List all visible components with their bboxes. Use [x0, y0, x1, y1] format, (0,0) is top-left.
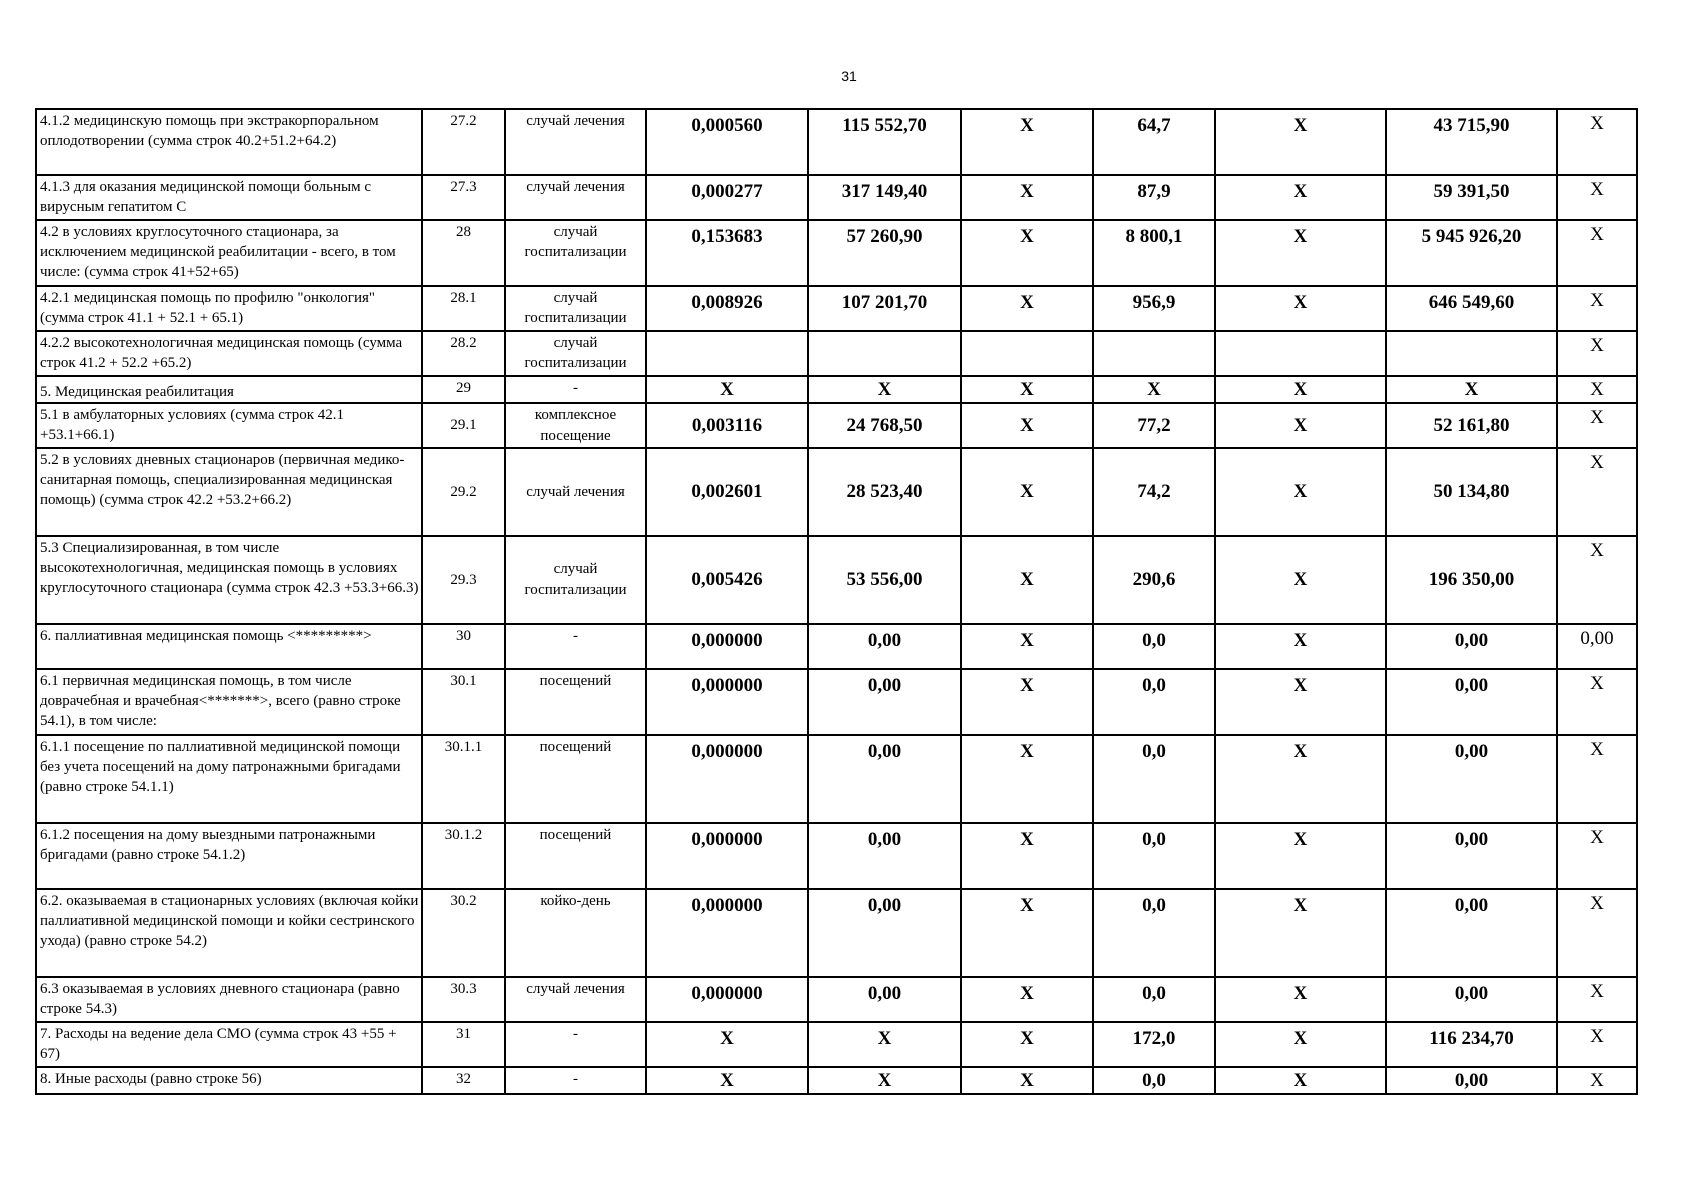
row-unit: случай лечения [505, 109, 646, 175]
cell-sum-oms: 0,00 [1386, 823, 1557, 889]
cell-per-capita-budget: Х [961, 735, 1093, 823]
row-code: 31 [422, 1022, 505, 1067]
row-unit: случай госпитализации [505, 536, 646, 624]
row-name: 4.2.1 медицинская помощь по профилю "онкология" (сумма строк 41.1 + 52.1 + 65.1) [36, 286, 422, 331]
cell-cost: 0,00 [808, 977, 961, 1022]
row-name: 5.3 Специализированная, в том числе высокотехнологичная, медицинская помощь в условиях круглосуточного стационара (сумма строк 42.3 +53.3+66.3) [36, 536, 422, 624]
table-row [36, 1022, 1637, 1067]
table-row [36, 286, 1637, 331]
cell-cost: 107 201,70 [808, 286, 961, 331]
cell-per-capita-oms: 64,7 [1093, 109, 1215, 175]
cell-per-capita-oms: 77,2 [1093, 403, 1215, 448]
cell-per-capita-oms: 0,0 [1093, 669, 1215, 735]
cell-cost: Х [808, 376, 961, 403]
cell-per-capita-oms: 290,6 [1093, 536, 1215, 624]
row-name: 4.1.2 медицинскую помощь при экстракорпоральном оплодотворении (сумма строк 40.2+51.2+64.2) [36, 109, 422, 175]
cell-normative: 0,000560 [646, 109, 808, 175]
row-code: 29.2 [422, 448, 505, 536]
cell-cost [808, 331, 961, 376]
cell-sum-oms: 0,00 [1386, 624, 1557, 669]
row-unit: случай лечения [505, 175, 646, 220]
row-code: 28.1 [422, 286, 505, 331]
row-unit: - [505, 1067, 646, 1094]
cell-normative: 0,008926 [646, 286, 808, 331]
table-body [36, 109, 1637, 1094]
cell-per-capita-budget: Х [961, 889, 1093, 977]
table-row [36, 109, 1637, 175]
cell-normative: 0,003116 [646, 403, 808, 448]
cell-sum-budget: Х [1215, 1022, 1386, 1067]
cell-sum-budget: Х [1215, 448, 1386, 536]
cell-cost: Х [808, 1022, 961, 1067]
cell-normative: Х [646, 1022, 808, 1067]
cell-percent: 0,00 [1557, 624, 1637, 669]
row-code: 28.2 [422, 331, 505, 376]
cell-sum-oms: 196 350,00 [1386, 536, 1557, 624]
table-row [36, 536, 1637, 624]
cell-cost: 115 552,70 [808, 109, 961, 175]
page-number: 31 [841, 68, 857, 84]
cell-normative: 0,000000 [646, 669, 808, 735]
row-code: 32 [422, 1067, 505, 1094]
row-unit: случай лечения [505, 977, 646, 1022]
row-name: 6. паллиативная медицинская помощь <*********> [36, 624, 422, 669]
row-unit: - [505, 1022, 646, 1067]
cell-cost: 0,00 [808, 669, 961, 735]
cell-normative: 0,000000 [646, 823, 808, 889]
cell-percent: Х [1557, 403, 1637, 448]
cell-sum-budget: Х [1215, 175, 1386, 220]
cell-cost: 53 556,00 [808, 536, 961, 624]
cell-per-capita-budget: Х [961, 403, 1093, 448]
cell-sum-oms: 116 234,70 [1386, 1022, 1557, 1067]
table-row [36, 624, 1637, 669]
row-unit: случай лечения [505, 448, 646, 536]
row-name: 4.2 в условиях круглосуточного стационара, за исключением медицинской реабилитации - всего, в том числе: (сумма строк 41+52+65) [36, 220, 422, 286]
row-name: 4.2.2 высокотехнологичная медицинская помощь (сумма строк 41.2 + 52.2 +65.2) [36, 331, 422, 376]
cell-per-capita-oms: 0,0 [1093, 889, 1215, 977]
cell-sum-oms: 50 134,80 [1386, 448, 1557, 536]
table-row [36, 735, 1637, 823]
cell-sum-budget: Х [1215, 735, 1386, 823]
table-row [36, 448, 1637, 536]
row-code: 29.1 [422, 403, 505, 448]
cell-percent: Х [1557, 1022, 1637, 1067]
cell-sum-oms: Х [1386, 376, 1557, 403]
cell-sum-budget: Х [1215, 1067, 1386, 1094]
cell-per-capita-budget: Х [961, 376, 1093, 403]
cell-cost: 0,00 [808, 624, 961, 669]
cell-percent: Х [1557, 1067, 1637, 1094]
row-name: 5. Медицинская реабилитация [36, 376, 422, 403]
cell-percent: Х [1557, 376, 1637, 403]
cell-per-capita-oms [1093, 331, 1215, 376]
row-name: 6.1.1 посещение по паллиативной медицинской помощи без учета посещений на дому патронажными бригадами (равно строке 54.1.1) [36, 735, 422, 823]
row-code: 29 [422, 376, 505, 403]
cell-sum-budget [1215, 331, 1386, 376]
cell-cost: 0,00 [808, 823, 961, 889]
cell-per-capita-budget: Х [961, 1067, 1093, 1094]
table-row [36, 175, 1637, 220]
cell-per-capita-budget: Х [961, 175, 1093, 220]
row-unit: комплексное посещение [505, 403, 646, 448]
cell-sum-budget: Х [1215, 109, 1386, 175]
cell-percent: Х [1557, 823, 1637, 889]
row-unit: случай госпитализации [505, 331, 646, 376]
cell-percent: Х [1557, 669, 1637, 735]
cell-per-capita-oms: 0,0 [1093, 1067, 1215, 1094]
cell-per-capita-oms: 0,0 [1093, 735, 1215, 823]
row-code: 30.1.2 [422, 823, 505, 889]
cell-per-capita-budget: Х [961, 109, 1093, 175]
row-name: 6.2. оказываемая в стационарных условиях (включая койки паллиативной медицинской помощи и койки сестринского ухода) (равно строке 54.2) [36, 889, 422, 977]
cell-per-capita-budget: Х [961, 448, 1093, 536]
cell-sum-budget: Х [1215, 376, 1386, 403]
table-row [36, 977, 1637, 1022]
cell-percent: Х [1557, 220, 1637, 286]
row-name: 7. Расходы на ведение дела СМО (сумма строк 43 +55 + 67) [36, 1022, 422, 1067]
cell-per-capita-budget: Х [961, 823, 1093, 889]
cell-normative: 0,002601 [646, 448, 808, 536]
cell-sum-oms: 43 715,90 [1386, 109, 1557, 175]
table-row [36, 376, 1637, 403]
cell-sum-budget: Х [1215, 624, 1386, 669]
cell-per-capita-budget [961, 331, 1093, 376]
cell-normative: 0,153683 [646, 220, 808, 286]
cell-per-capita-oms: 8 800,1 [1093, 220, 1215, 286]
row-code: 30.3 [422, 977, 505, 1022]
cell-sum-oms: 0,00 [1386, 735, 1557, 823]
table-row [36, 331, 1637, 376]
cell-percent: Х [1557, 175, 1637, 220]
row-code: 29.3 [422, 536, 505, 624]
row-code: 30.2 [422, 889, 505, 977]
cell-cost: 28 523,40 [808, 448, 961, 536]
cell-per-capita-budget: Х [961, 977, 1093, 1022]
cell-cost: 57 260,90 [808, 220, 961, 286]
cell-sum-budget: Х [1215, 669, 1386, 735]
cell-sum-oms [1386, 331, 1557, 376]
row-name: 8. Иные расходы (равно строке 56) [36, 1067, 422, 1094]
cell-percent: Х [1557, 448, 1637, 536]
cell-normative: 0,000277 [646, 175, 808, 220]
cell-normative [646, 331, 808, 376]
row-code: 30.1.1 [422, 735, 505, 823]
cell-per-capita-oms: 0,0 [1093, 624, 1215, 669]
cell-sum-oms: 646 549,60 [1386, 286, 1557, 331]
table-row [36, 823, 1637, 889]
cell-normative: 0,005426 [646, 536, 808, 624]
row-unit: посещений [505, 735, 646, 823]
cell-per-capita-oms: 0,0 [1093, 977, 1215, 1022]
cell-sum-budget: Х [1215, 220, 1386, 286]
cell-percent: Х [1557, 536, 1637, 624]
cell-percent: Х [1557, 735, 1637, 823]
row-name: 5.1 в амбулаторных условиях (сумма строк 42.1 +53.1+66.1) [36, 403, 422, 448]
row-name: 5.2 в условиях дневных стационаров (первичная медико-санитарная помощь, специализированная медицинская помощь) (сумма строк 42.2 +53.2+66.2) [36, 448, 422, 536]
cell-sum-oms: 0,00 [1386, 669, 1557, 735]
row-name: 6.3 оказываемая в условиях дневного стационара (равно строке 54.3) [36, 977, 422, 1022]
cell-per-capita-oms: Х [1093, 376, 1215, 403]
row-unit: посещений [505, 823, 646, 889]
cell-sum-budget: Х [1215, 403, 1386, 448]
table-row [36, 669, 1637, 735]
row-unit: - [505, 376, 646, 403]
table-row [36, 889, 1637, 977]
cell-per-capita-oms: 956,9 [1093, 286, 1215, 331]
row-unit: - [505, 624, 646, 669]
cell-per-capita-budget: Х [961, 220, 1093, 286]
row-unit: случай госпитализации [505, 286, 646, 331]
table-row [36, 220, 1637, 286]
cell-sum-oms: 52 161,80 [1386, 403, 1557, 448]
cell-sum-budget: Х [1215, 286, 1386, 331]
financing-table [35, 108, 1638, 1095]
cell-per-capita-oms: 0,0 [1093, 823, 1215, 889]
table-row [36, 1067, 1637, 1094]
cell-cost: 317 149,40 [808, 175, 961, 220]
row-unit: случай госпитализации [505, 220, 646, 286]
cell-per-capita-budget: Х [961, 669, 1093, 735]
cell-cost: Х [808, 1067, 961, 1094]
cell-sum-oms: 0,00 [1386, 889, 1557, 977]
cell-per-capita-budget: Х [961, 1022, 1093, 1067]
cell-sum-oms: 5 945 926,20 [1386, 220, 1557, 286]
cell-per-capita-oms: 172,0 [1093, 1022, 1215, 1067]
row-name: 4.1.3 для оказания медицинской помощи больным с вирусным гепатитом С [36, 175, 422, 220]
cell-percent: Х [1557, 286, 1637, 331]
cell-sum-oms: 0,00 [1386, 977, 1557, 1022]
cell-normative: 0,000000 [646, 977, 808, 1022]
cell-sum-budget: Х [1215, 977, 1386, 1022]
cell-percent: Х [1557, 109, 1637, 175]
cell-sum-budget: Х [1215, 536, 1386, 624]
cell-sum-budget: Х [1215, 823, 1386, 889]
cell-percent: Х [1557, 977, 1637, 1022]
table-row [36, 403, 1637, 448]
cell-cost: 24 768,50 [808, 403, 961, 448]
row-code: 30 [422, 624, 505, 669]
cell-percent: Х [1557, 889, 1637, 977]
cell-percent: Х [1557, 331, 1637, 376]
cell-sum-budget: Х [1215, 889, 1386, 977]
row-code: 27.2 [422, 109, 505, 175]
cell-per-capita-oms: 87,9 [1093, 175, 1215, 220]
cell-per-capita-budget: Х [961, 624, 1093, 669]
row-name: 6.1.2 посещения на дому выездными патронажными бригадами (равно строке 54.1.2) [36, 823, 422, 889]
row-code: 27.3 [422, 175, 505, 220]
cell-normative: 0,000000 [646, 735, 808, 823]
cell-sum-oms: 0,00 [1386, 1067, 1557, 1094]
cell-cost: 0,00 [808, 889, 961, 977]
cell-normative: 0,000000 [646, 889, 808, 977]
row-code: 30.1 [422, 669, 505, 735]
cell-cost: 0,00 [808, 735, 961, 823]
cell-per-capita-oms: 74,2 [1093, 448, 1215, 536]
cell-sum-oms: 59 391,50 [1386, 175, 1557, 220]
cell-normative: Х [646, 376, 808, 403]
cell-normative: Х [646, 1067, 808, 1094]
row-code: 28 [422, 220, 505, 286]
row-unit: койко-день [505, 889, 646, 977]
cell-per-capita-budget: Х [961, 286, 1093, 331]
row-name: 6.1 первичная медицинская помощь, в том числе доврачебная и врачебная<*******>, всего (равно строке 54.1), в том числе: [36, 669, 422, 735]
cell-per-capita-budget: Х [961, 536, 1093, 624]
cell-normative: 0,000000 [646, 624, 808, 669]
row-unit: посещений [505, 669, 646, 735]
